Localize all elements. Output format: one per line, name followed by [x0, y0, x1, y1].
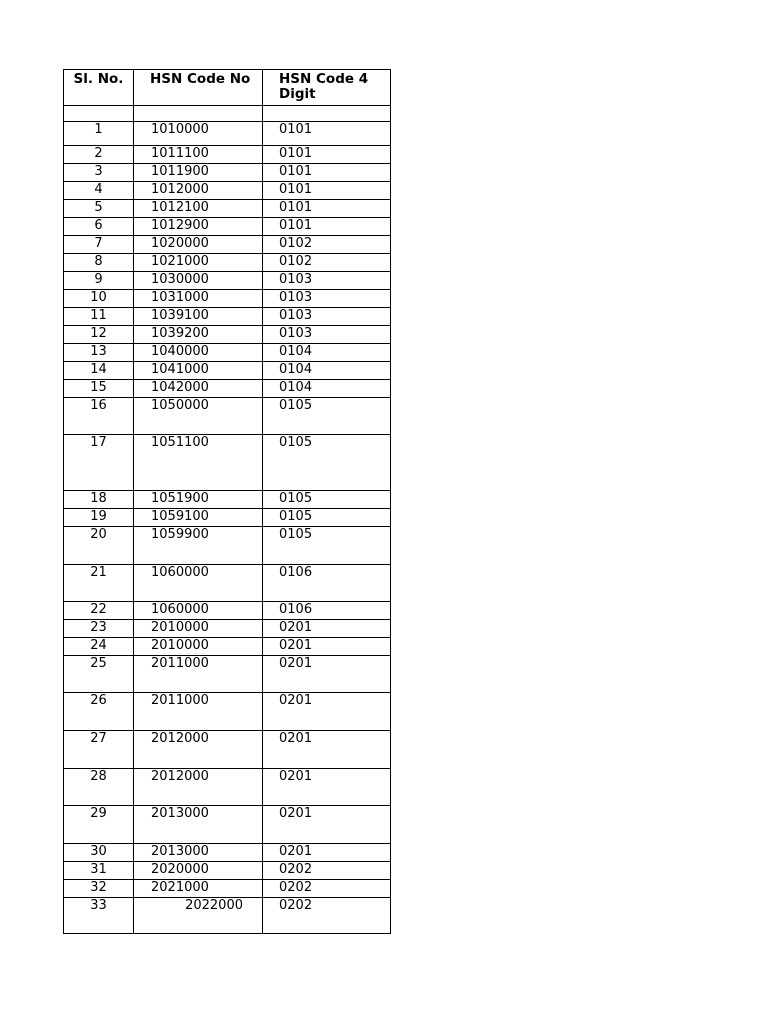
- cell-hsn-code-no: 2013000: [134, 806, 263, 844]
- cell-sl-no: 4: [64, 182, 134, 200]
- cell-hsn-code-no: 1030000: [134, 272, 263, 290]
- cell-hsn-code-no: 1040000: [134, 344, 263, 362]
- cell-sl-no: 1: [64, 122, 134, 146]
- cell-sl-no: 21: [64, 565, 134, 602]
- cell-sl-no: 19: [64, 509, 134, 527]
- cell-sl-no: 16: [64, 398, 134, 435]
- cell-hsn-code-4-digit: 0201: [263, 844, 391, 862]
- cell-hsn-code-4-digit: 0102: [263, 254, 391, 272]
- table-row: [64, 565, 391, 602]
- blank-cell: [64, 106, 134, 122]
- blank-cell: [263, 106, 391, 122]
- cell-sl-no: 8: [64, 254, 134, 272]
- cell-hsn-code-no: 2012000: [134, 769, 263, 806]
- cell-hsn-code-no: 1051100: [134, 435, 263, 491]
- table-row: [64, 380, 391, 398]
- cell-hsn-code-4-digit: 0202: [263, 898, 391, 934]
- cell-hsn-code-no: 1059100: [134, 509, 263, 527]
- table-row: [64, 620, 391, 638]
- cell-hsn-code-4-digit: 0104: [263, 380, 391, 398]
- cell-hsn-code-4-digit: 0201: [263, 769, 391, 806]
- table-row: [64, 326, 391, 344]
- cell-sl-no: 29: [64, 806, 134, 844]
- cell-hsn-code-no: 1031000: [134, 290, 263, 308]
- cell-hsn-code-no: 1010000: [134, 122, 263, 146]
- cell-sl-no: 26: [64, 693, 134, 731]
- cell-hsn-code-no: 1012900: [134, 218, 263, 236]
- cell-hsn-code-no: 1039200: [134, 326, 263, 344]
- table-row: [64, 731, 391, 769]
- cell-hsn-code-4-digit: 0104: [263, 362, 391, 380]
- cell-hsn-code-4-digit: 0105: [263, 435, 391, 491]
- cell-sl-no: 3: [64, 164, 134, 182]
- table-row: [64, 602, 391, 620]
- table-row: [64, 362, 391, 380]
- cell-sl-no: 31: [64, 862, 134, 880]
- table-row: [64, 182, 391, 200]
- table-row: [64, 254, 391, 272]
- cell-hsn-code-4-digit: 0202: [263, 880, 391, 898]
- cell-hsn-code-4-digit: 0103: [263, 308, 391, 326]
- table-row: [64, 862, 391, 880]
- table-row: [64, 656, 391, 693]
- table-row: [64, 290, 391, 308]
- cell-sl-no: 7: [64, 236, 134, 254]
- table-row: [64, 844, 391, 862]
- table-row: [64, 344, 391, 362]
- table-row: [64, 200, 391, 218]
- cell-hsn-code-no: 1051900: [134, 491, 263, 509]
- cell-sl-no: 24: [64, 638, 134, 656]
- table-row: [64, 898, 391, 934]
- cell-hsn-code-4-digit: 0201: [263, 806, 391, 844]
- cell-hsn-code-no: 1011100: [134, 146, 263, 164]
- cell-sl-no: 15: [64, 380, 134, 398]
- cell-hsn-code-no: 1012000: [134, 182, 263, 200]
- table-row: [64, 122, 391, 146]
- cell-sl-no: 20: [64, 527, 134, 565]
- cell-hsn-code-4-digit: 0103: [263, 290, 391, 308]
- cell-sl-no: 11: [64, 308, 134, 326]
- header-hsn-code-4-digit: HSN Code 4 Digit: [263, 70, 391, 106]
- cell-hsn-code-no: 1012100: [134, 200, 263, 218]
- table-row: [64, 880, 391, 898]
- cell-hsn-code-no: 1039100: [134, 308, 263, 326]
- table-row: [64, 164, 391, 182]
- cell-hsn-code-no: 2020000: [134, 862, 263, 880]
- cell-sl-no: 9: [64, 272, 134, 290]
- blank-row: [64, 106, 391, 122]
- cell-hsn-code-no: 1060000: [134, 565, 263, 602]
- cell-hsn-code-4-digit: 0201: [263, 620, 391, 638]
- table-row: [64, 693, 391, 731]
- cell-hsn-code-no: 1050000: [134, 398, 263, 435]
- cell-hsn-code-4-digit: 0101: [263, 146, 391, 164]
- cell-hsn-code-4-digit: 0105: [263, 527, 391, 565]
- cell-sl-no: 22: [64, 602, 134, 620]
- cell-hsn-code-4-digit: 0101: [263, 164, 391, 182]
- cell-hsn-code-4-digit: 0201: [263, 656, 391, 693]
- table-row: [64, 272, 391, 290]
- cell-sl-no: 30: [64, 844, 134, 862]
- cell-hsn-code-no: 2010000: [134, 638, 263, 656]
- cell-hsn-code-4-digit: 0201: [263, 731, 391, 769]
- cell-hsn-code-4-digit: 0101: [263, 200, 391, 218]
- table-row: [64, 491, 391, 509]
- cell-sl-no: 18: [64, 491, 134, 509]
- table-row: [64, 638, 391, 656]
- table-row: [64, 308, 391, 326]
- cell-hsn-code-no: 1041000: [134, 362, 263, 380]
- cell-hsn-code-no: 1042000: [134, 380, 263, 398]
- cell-hsn-code-4-digit: 0104: [263, 344, 391, 362]
- table-row: [64, 509, 391, 527]
- table-row: [64, 527, 391, 565]
- cell-hsn-code-4-digit: 0105: [263, 491, 391, 509]
- cell-hsn-code-4-digit: 0101: [263, 218, 391, 236]
- cell-sl-no: 25: [64, 656, 134, 693]
- table-row: [64, 806, 391, 844]
- cell-hsn-code-4-digit: 0201: [263, 638, 391, 656]
- cell-hsn-code-4-digit: 0103: [263, 272, 391, 290]
- table-row: [64, 398, 391, 435]
- cell-sl-no: 28: [64, 769, 134, 806]
- table-row: [64, 236, 391, 254]
- cell-hsn-code-4-digit: 0202: [263, 862, 391, 880]
- cell-sl-no: 13: [64, 344, 134, 362]
- cell-hsn-code-no: 2012000: [134, 731, 263, 769]
- cell-hsn-code-no: 2022000: [134, 898, 263, 934]
- cell-hsn-code-4-digit: 0106: [263, 565, 391, 602]
- cell-sl-no: 2: [64, 146, 134, 164]
- cell-sl-no: 33: [64, 898, 134, 934]
- cell-sl-no: 5: [64, 200, 134, 218]
- cell-hsn-code-no: 1011900: [134, 164, 263, 182]
- cell-hsn-code-4-digit: 0201: [263, 693, 391, 731]
- cell-hsn-code-4-digit: 0101: [263, 182, 391, 200]
- table-row: [64, 218, 391, 236]
- cell-hsn-code-4-digit: 0105: [263, 509, 391, 527]
- cell-hsn-code-no: 1020000: [134, 236, 263, 254]
- cell-hsn-code-4-digit: 0102: [263, 236, 391, 254]
- header-sl-no: Sl. No.: [64, 70, 134, 106]
- cell-hsn-code-4-digit: 0103: [263, 326, 391, 344]
- cell-sl-no: 27: [64, 731, 134, 769]
- cell-sl-no: 6: [64, 218, 134, 236]
- cell-hsn-code-no: 2011000: [134, 693, 263, 731]
- cell-hsn-code-no: 2021000: [134, 880, 263, 898]
- cell-hsn-code-no: 1060000: [134, 602, 263, 620]
- cell-sl-no: 14: [64, 362, 134, 380]
- cell-hsn-code-no: 1021000: [134, 254, 263, 272]
- cell-sl-no: 17: [64, 435, 134, 491]
- table-row: [64, 769, 391, 806]
- cell-hsn-code-4-digit: 0105: [263, 398, 391, 435]
- header-row: [64, 70, 391, 106]
- cell-sl-no: 10: [64, 290, 134, 308]
- table-row: [64, 146, 391, 164]
- table-row: [64, 435, 391, 491]
- blank-cell: [134, 106, 263, 122]
- cell-sl-no: 12: [64, 326, 134, 344]
- cell-hsn-code-no: 2010000: [134, 620, 263, 638]
- cell-hsn-code-4-digit: 0101: [263, 122, 391, 146]
- hsn-code-table: [63, 69, 391, 934]
- header-hsn-code-no: HSN Code No: [134, 70, 263, 106]
- cell-sl-no: 32: [64, 880, 134, 898]
- cell-hsn-code-no: 2011000: [134, 656, 263, 693]
- cell-hsn-code-no: 1059900: [134, 527, 263, 565]
- cell-hsn-code-no: 2013000: [134, 844, 263, 862]
- cell-hsn-code-4-digit: 0106: [263, 602, 391, 620]
- cell-sl-no: 23: [64, 620, 134, 638]
